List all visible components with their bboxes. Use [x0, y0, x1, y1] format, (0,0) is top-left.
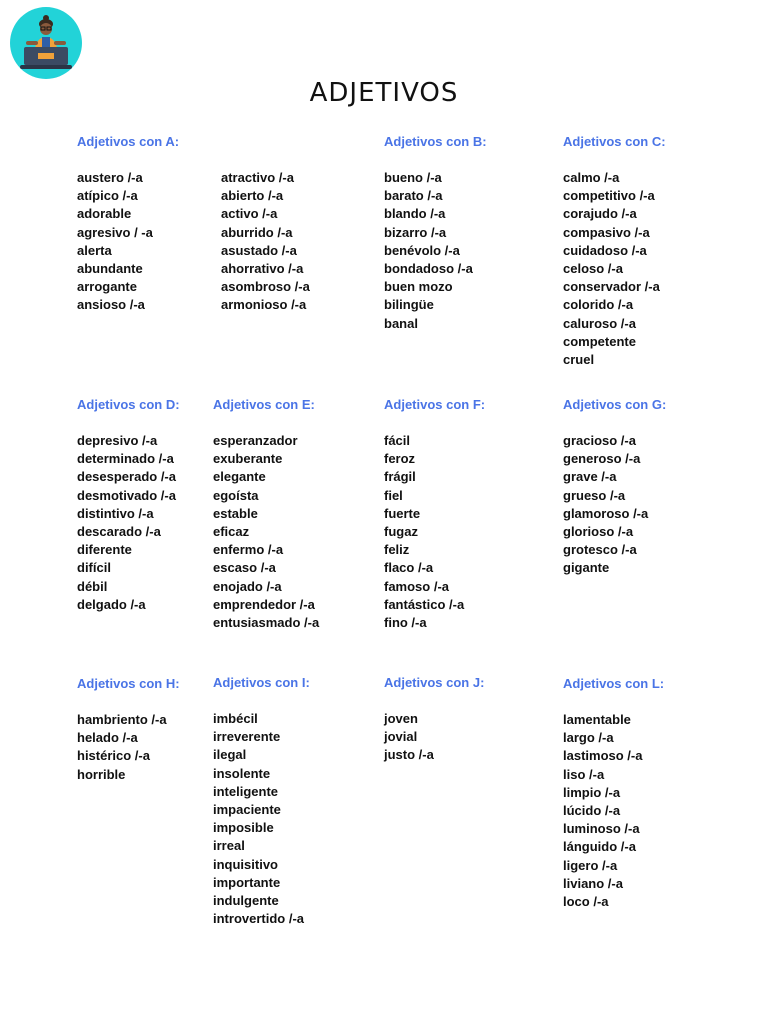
list-item: impaciente: [213, 802, 281, 818]
list-item: grave /-a: [563, 469, 617, 485]
list-item: generoso /-a: [563, 451, 641, 467]
list-item: lastimoso /-a: [563, 748, 643, 764]
list-item: asustado /-a: [221, 242, 297, 258]
list-item: difícil: [77, 560, 111, 576]
list-item: imbécil: [213, 711, 258, 726]
list-item: jovial: [384, 729, 418, 745]
list-item: exuberante: [213, 451, 283, 467]
section-f-list: [384, 432, 485, 632]
section-f-heading: Adjetivos con F:: [384, 397, 486, 412]
person-at-laptop-icon: [8, 7, 84, 79]
list-item: inquisitivo: [213, 856, 278, 872]
list-item: fácil: [384, 433, 411, 448]
list-item: descarado /-a: [77, 524, 161, 540]
list-item: benévolo /-a: [384, 242, 460, 258]
section-b-heading: Adjetivos con B:: [384, 134, 487, 149]
list-item: imposible: [213, 820, 274, 836]
section-a-list-2: [221, 169, 310, 315]
list-item: histérico /-a: [77, 748, 150, 764]
list-item: conservador /-a: [563, 279, 660, 295]
list-item: fiel: [384, 487, 403, 503]
section-a-column-2: [221, 169, 310, 315]
list-item: bueno /-a: [384, 170, 442, 185]
list-item: caluroso /-a: [563, 315, 636, 331]
section-h-list: [77, 711, 180, 784]
section-j: [384, 674, 484, 765]
section-c: [563, 133, 666, 369]
list-item: blando /-a: [384, 206, 446, 222]
list-item: esperanzador: [213, 433, 298, 448]
list-item: cuidadoso /-a: [563, 242, 647, 258]
list-item: enfermo /-a: [213, 542, 284, 558]
list-item: justo /-a: [384, 747, 434, 763]
section-e-list: [213, 432, 319, 632]
list-item: grueso /-a: [563, 487, 626, 503]
list-item: lánguido /-a: [563, 839, 636, 855]
list-item: atractivo /-a: [221, 170, 294, 185]
list-item: bizarro /-a: [384, 224, 447, 240]
section-i-list: [213, 710, 310, 928]
section-i: [213, 674, 310, 928]
list-item: importante: [213, 874, 281, 890]
list-item: buen mozo: [384, 279, 453, 295]
section-d-heading: Adjetivos con D:: [77, 397, 180, 412]
list-item: luminoso /-a: [563, 821, 640, 837]
section-a-heading: Adjetivos con A:: [77, 134, 180, 149]
list-item: débil: [77, 578, 108, 594]
section-l-heading: Adjetivos con L:: [563, 676, 665, 691]
list-item: liso /-a: [563, 766, 605, 782]
section-e: [213, 396, 319, 632]
list-item: insolente: [213, 765, 271, 781]
section-l: [563, 675, 664, 911]
list-item: atípico /-a: [77, 188, 138, 204]
list-item: compasivo /-a: [563, 224, 650, 240]
list-item: abierto /-a: [221, 188, 284, 204]
list-item: colorido /-a: [563, 297, 634, 313]
list-item: aburrido /-a: [221, 224, 293, 240]
list-item: eficaz: [213, 524, 250, 540]
list-item: entusiasmado /-a: [213, 615, 320, 631]
list-item: largo /-a: [563, 730, 614, 746]
section-b: [384, 133, 487, 333]
list-item: indulgente: [213, 893, 279, 909]
list-item: delgado /-a: [77, 596, 146, 612]
list-item: elegante: [213, 469, 266, 485]
list-item: gigante: [563, 560, 610, 576]
section-j-heading: Adjetivos con J:: [384, 675, 485, 690]
list-item: fugaz: [384, 524, 418, 540]
list-item: feliz: [384, 542, 410, 558]
list-item: celoso /-a: [563, 261, 623, 277]
list-item: introvertido /-a: [213, 911, 305, 927]
list-item: enojado /-a: [213, 578, 282, 594]
list-item: activo /-a: [221, 206, 278, 222]
list-item: desesperado /-a: [77, 469, 176, 485]
list-item: diferente: [77, 542, 132, 558]
section-e-heading: Adjetivos con E:: [213, 397, 315, 412]
section-l-list: [563, 711, 664, 911]
list-item: limpio /-a: [563, 784, 621, 800]
list-item: irreal: [213, 838, 245, 854]
section-g: [563, 396, 666, 578]
list-item: fino /-a: [384, 615, 427, 631]
list-item: horrible: [77, 766, 126, 782]
section-f: [384, 396, 485, 632]
list-item: helado /-a: [77, 730, 138, 746]
list-item: abundante: [77, 261, 143, 277]
list-item: famoso /-a: [384, 578, 450, 594]
list-item: hambriento /-a: [77, 712, 167, 727]
list-item: estable: [213, 505, 258, 521]
section-j-list: [384, 710, 484, 765]
list-item: competitivo /-a: [563, 188, 655, 204]
list-item: feroz: [384, 451, 416, 467]
list-item: lúcido /-a: [563, 803, 621, 819]
list-item: alerta: [77, 242, 112, 258]
list-item: corajudo /-a: [563, 206, 637, 222]
list-item: banal: [384, 315, 418, 331]
list-item: inteligente: [213, 783, 279, 799]
section-b-list: [384, 169, 487, 333]
section-c-list: [563, 169, 666, 369]
section-c-heading: Adjetivos con C:: [563, 134, 666, 149]
list-item: lamentable: [563, 712, 631, 727]
list-item: competente: [563, 333, 636, 349]
list-item: calmo /-a: [563, 170, 620, 185]
section-d-list: [77, 432, 180, 614]
list-item: fuerte: [384, 505, 421, 521]
logo: [8, 7, 84, 79]
list-item: ilegal: [213, 747, 247, 763]
list-item: bilingüe: [384, 297, 434, 313]
list-item: escaso /-a: [213, 560, 276, 576]
list-item: flaco /-a: [384, 560, 434, 576]
list-item: irreverente: [213, 729, 281, 745]
list-item: glorioso /-a: [563, 524, 634, 540]
list-item: determinado /-a: [77, 451, 174, 467]
list-item: armonioso /-a: [221, 297, 307, 313]
list-item: bondadoso /-a: [384, 261, 473, 277]
list-item: agresivo / -a: [77, 224, 153, 240]
list-item: desmotivado /-a: [77, 487, 176, 503]
section-h: [77, 675, 180, 784]
list-item: frágil: [384, 469, 416, 485]
section-d: [77, 396, 180, 614]
section-h-heading: Adjetivos con H:: [77, 676, 180, 691]
list-item: barato /-a: [384, 188, 443, 204]
list-item: depresivo /-a: [77, 433, 158, 448]
list-item: grotesco /-a: [563, 542, 637, 558]
section-a-list-1: [77, 169, 179, 315]
list-item: ahorrativo /-a: [221, 261, 304, 277]
page-title: ADJETIVOS: [309, 78, 459, 108]
list-item: joven: [384, 711, 418, 726]
section-a: [77, 133, 179, 315]
list-item: fantástico /-a: [384, 596, 465, 612]
list-item: austero /-a: [77, 170, 143, 185]
list-item: ansioso /-a: [77, 297, 145, 313]
section-g-heading: Adjetivos con G:: [563, 397, 667, 412]
list-item: asombroso /-a: [221, 279, 310, 295]
list-item: gracioso /-a: [563, 433, 636, 448]
list-item: adorable: [77, 206, 132, 222]
list-item: egoísta: [213, 487, 259, 503]
list-item: cruel: [563, 352, 595, 368]
list-item: distintivo /-a: [77, 505, 154, 521]
section-g-list: [563, 432, 666, 578]
list-item: emprendedor /-a: [213, 596, 315, 612]
list-item: loco /-a: [563, 894, 609, 910]
list-item: liviano /-a: [563, 875, 623, 891]
list-item: arrogante: [77, 279, 137, 295]
list-item: glamoroso /-a: [563, 505, 649, 521]
list-item: ligero /-a: [563, 857, 618, 873]
section-i-heading: Adjetivos con I:: [213, 675, 310, 690]
